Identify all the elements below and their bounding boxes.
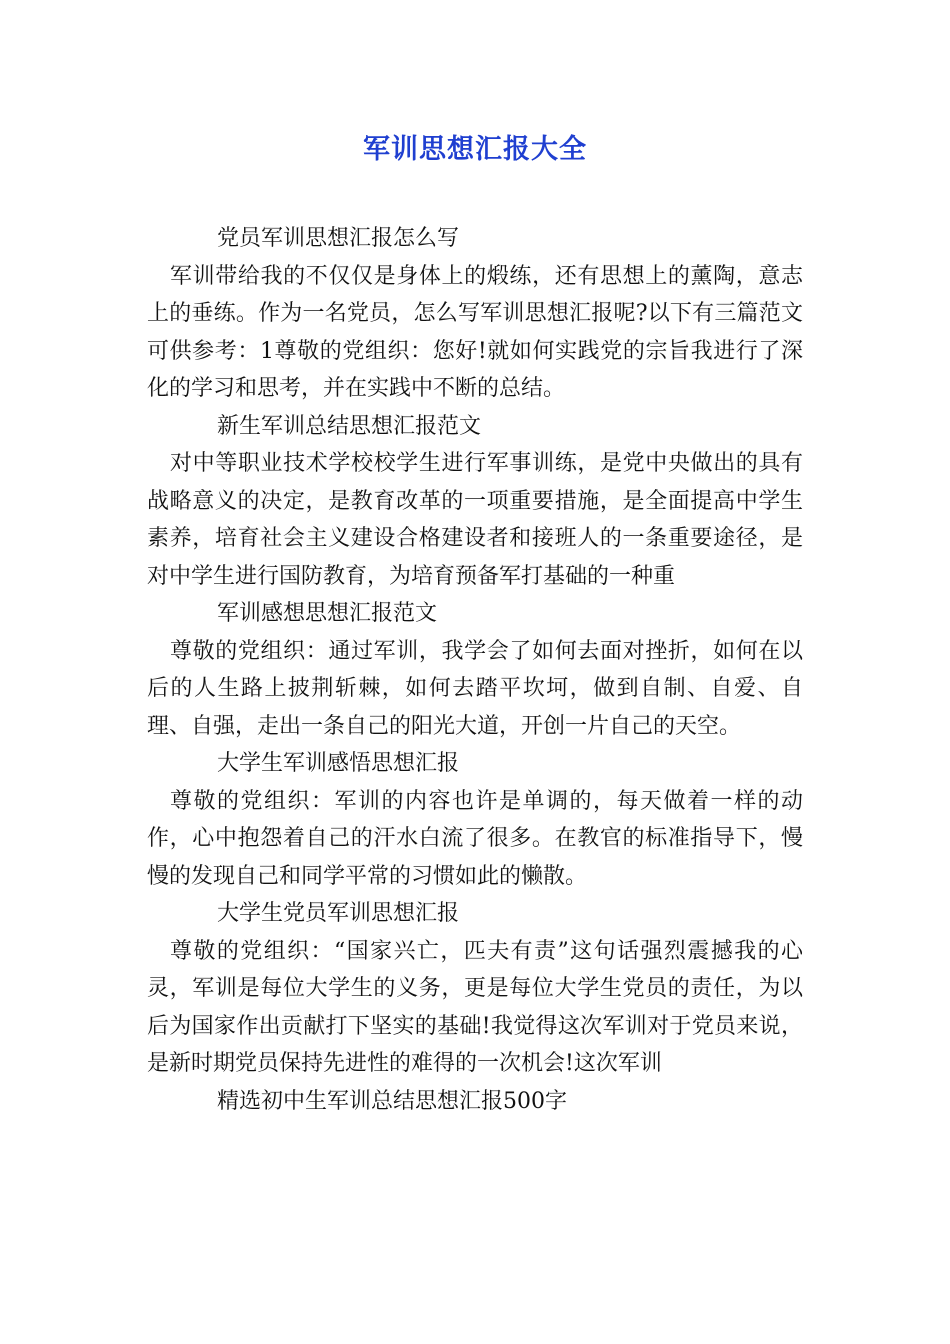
section-heading: 党员军训思想汇报怎么写 [217,226,460,251]
section-heading: 军训感想思想汇报范文 [217,601,438,626]
section-heading: 新生军训总结思想汇报范文 [217,413,482,439]
section-heading: 精选初中生军训总结思想汇报500字 [217,1088,567,1114]
section-heading: 大学生军训感悟思想汇报 [217,751,460,776]
section-body: 尊敬的党组织：“国家兴亡，匹夫有责”这句话强烈震撼我的心灵，军训是每位大学生的义务，更是每位大学生党员的责任，为以后为国家作出贡献打下坚实的基础!我觉得这次军训对于党员来说，是新时期党员保持先进性的难得的一次机会!这次军训 [147,938,803,1076]
section-body: 尊敬的党组织：通过军训，我学会了如何去面对挫折，如何在以后的人生路上披荆斩棘，如何去踏平坎坷，做到自制、自爱、自理、自强，走出一条自己的阳光大道，开创一片自己的天空。 [147,638,803,739]
document-content [147,220,803,1120]
section-heading: 大学生党员军训思想汇报 [217,901,460,926]
section-body: 对中等职业技术学校校学生进行军事训练，是党中央做出的具有战略意义的决定，是教育改革的一项重要措施，是全面提高中学生素养，培育社会主义建设合格建设者和接班人的一条重要途径，是对中学生进行国防教育，为培育预备军打基础的一种重 [147,451,803,589]
document-title: 军训思想汇报大全 [363,134,587,165]
section-body: 尊敬的党组织：军训的内容也许是单调的，每天做着一样的动作，心中抱怨着自己的汗水白流了很多。在教官的标准指导下，慢慢的发现自己和同学平常的习惯如此的懒散。 [147,788,803,889]
section-body: 军训带给我的不仅仅是身体上的煅练，还有思想上的薰陶，意志上的垂练。作为一名党员，怎么写军训思想汇报呢?以下有三篇范文可供参考：1尊敬的党组织：您好!就如何实践党的宗旨我进行了深化的学习和思考，并在实践中不断的总结。 [147,263,803,401]
